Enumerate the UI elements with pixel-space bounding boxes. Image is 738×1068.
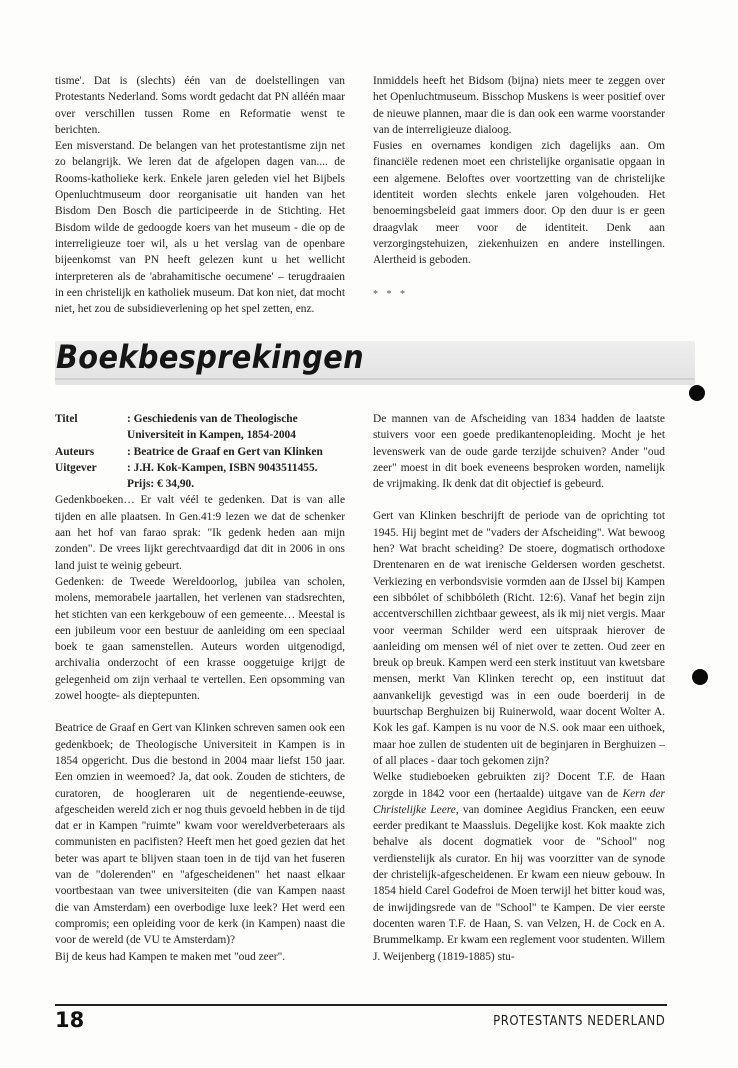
book-title-row xyxy=(55,411,345,444)
paragraph: tisme'. Dat is (slechts) één van de doelstellingen van Protestants Nederland. Soms wordt gedacht dat PN alléén maar over verschillen tussen Rome en Reformatie wenst te berichten. xyxy=(55,75,345,136)
book-authors-label: Auteurs xyxy=(55,445,95,458)
book-publisher-value: : J.H. Kok-Kampen, ISBN 9043511455. xyxy=(127,461,318,474)
book-title-label: Titel xyxy=(55,413,78,425)
paragraph: Gedenkboeken… Er valt véél te gedenken. Dat is van alle tijden en alle plaatsen. In Gen.41:9 lezen we dat de schenker aan het hof van farao sprak: "Ik gedenk heden aan mijn zonden". De vrees lijkt gerechtvaardigd dat dit in 2006 in ons land juist te weinig gebeurt. xyxy=(55,494,345,572)
book-authors-value: : Beatrice de Graaf en Gert van Klinken xyxy=(127,445,323,458)
paragraph: Fusies en overnames kondigen zich dagelijks aan. Om financiële redenen moet een christelijke organisatie opgaan in een algemene. Beloftes over voortzetting van de christelijke identiteit worden slechts enkele jaren volgehouden. Het benoemingsbeleid gaat immers door. Op den duur is er geen draagvlak meer voor de identiteit. Denk aan verzorgingstehuizen, ziekenhuizen en andere instellingen. Alertheid is geboden. xyxy=(373,140,665,267)
page-number: 18 xyxy=(55,1008,85,1032)
paragraph: Beatrice de Graaf en Gert van Klinken schreven samen ook een gedenkboek; de Theologische Universiteit in Kampen is in 1854 opgericht. Dus die bestond in 2004 maar liefst 150 jaar. Een omzien in weemoed? Ja, dat ook. Zouden de stichters, de curatoren, de hoogleraren uit de negentiende-eeuwse, afgescheiden wereld zich er nog thuis gevoeld hebben in de tijd dat er in Kampen "ruimte" kwam voor wereldverbeteraars als communisten en pacifisten? Heeft men het goed gezien dat het beter was apart te blijven staan toen in de tijd van het fuseren van de "dolerenden" en "afgescheidenen" het naast elkaar voortbestaan van twee universiteiten (die van Kampen naast die van Amsterdam) een overbodige luxe leek? Het werd een compromis; een opleiding voor de kerk (in Kampen) naast die voor de wereld (de VU te Amsterdam)? xyxy=(55,722,345,947)
book-publisher-row xyxy=(55,460,345,476)
heading-band-line xyxy=(55,378,695,380)
paragraph: Een misverstand. De belangen van het protestantisme zijn net zo belangrijk. We leren dat de afgelopen dagen van.... de Rooms-katholieke kerk. Enkele jaren geleden viel het Bijbels Openluchtmuseum door reorganisatie uit handen van het Bisdom Den Bosch die participeerde in de Stichting. Het Bisdom wilde de gedoogde koers van het museum - die op de interreligieuze toer wil, als u het verslag van de openbare bijeenkomst van PN heeft gelezen kunt u het wellicht interpreteren als de 'abrahamitische oecumene' – terugdraaien in een christelijk en katholiek museum. Dat kon niet, dat mocht niet, het zou de subsidieverlening op het spel zetten, enz. xyxy=(55,140,345,316)
top-left-column xyxy=(55,73,345,317)
section-separator: * * * xyxy=(373,288,408,300)
footer-rule xyxy=(55,1004,667,1006)
binder-hole-mark xyxy=(689,385,705,401)
section-heading: Boekbesprekingen xyxy=(56,338,365,376)
paragraph-text: Welke studieboeken gebruikten zij? Docent T.F. de Haan zorgde in 1842 voor een (hertaalde) uitgave van de xyxy=(373,771,665,800)
binder-hole-mark xyxy=(692,669,708,685)
book-title-value: : Geschiedenis van de Theologische Universiteit in Kampen, 1854-2004 xyxy=(127,413,298,442)
top-right-column xyxy=(373,73,665,303)
paragraph-text: , van dominee Aegidius Francken, een eeuw eerder predikant te Maassluis. Degelijke kost. Kok maakte zich behalve als docent dogmatiek voor de "School" nog verdienstelijk als curator. En hij was voorzitter van de synode der christelijk-afgescheidenen. Er kwam een nieuw gebouw. In 1854 hield Carel Godefroi de Moen terwijl het bitter koud was, de inwijdingsrede van de "School" te Kampen. De vier eerste docenten waren T.F. de Haan, S. van Velzen, H. de Cock en A. Brummelkamp. Er kwam een reglement voor studenten. Willem J. Weijenberg (1819-1885) stu- xyxy=(373,803,665,963)
review-right-column xyxy=(373,411,665,965)
book-authors-row xyxy=(55,444,345,460)
review-left-column xyxy=(55,411,345,965)
book-info xyxy=(55,411,345,492)
paragraph xyxy=(373,769,665,965)
paragraph: De mannen van de Afscheiding van 1834 hadden de laatste stuivers voor een goede predikantenopleiding. Mocht je het levenswerk van de oude garde terzijde schuiven? Ander "oud zeer" moest in dit boek eveneens besproken worden, namelijk de vrijmaking. Ik denk dat dit objectief is gebeurd. xyxy=(373,413,665,491)
paragraph: Gedenken: de Tweede Wereldoorlog, jubilea van scholen, molens, memorabele jaartallen, het verlenen van stadsrechten, het stichten van een kerkgebouw of een gemeente… Meestal is een jubileum voor een bestuur de aanleiding om een speciaal boek te gaan samenstellen. Auteurs worden uitgenodigd, archivalia onderzocht of een krasse ooggetuige krijgt de gelegenheid om zijn verhaal te vertellen. Een opsomming van zowel hoogte- als dieptepunten. xyxy=(55,575,345,703)
magazine-title: PROTESTANTS NEDERLAND xyxy=(492,1014,665,1029)
book-publisher-label: Uitgever xyxy=(55,461,97,474)
book-title-italic: Kern der Christelijke Leere xyxy=(373,787,665,816)
paragraph: Bij de keus had Kampen te maken met "oud zeer". xyxy=(55,950,286,963)
book-price: Prijs: € 34,90. xyxy=(127,478,195,491)
paragraph: Inmiddels heeft het Bidsom (bijna) niets meer te zeggen over het Openluchtmuseum. Bisschop Muskens is weer positief over de nieuwe plannen, maar die is dan ook een warme voorstander van de interreligieuze dialoog. xyxy=(373,75,665,136)
paragraph: Gert van Klinken beschrijft de periode van de oprichting tot 1945. Hij begint met de "vaders der Afscheiding". Wat bewoog hen? Wat bracht scheiding? De stoere, dogmatisch orthodoxe Drentenaren en de wat irenische Geldersen worden geschetst. Verkiezing en verbondsvisie vormden aan de IJssel bij Kampen een sibbólet of schibbóleth (Richt. 12:6). Vanaf het begin zijn accentverschillen zichtbaar geweest, als ik mij niet vergis. Maar voor veerman Schilder werd een uitspraak hierover de aanleiding om mensen wél of niet over te zetten. Oud zeer en breuk op breuk. Kampen werd een sterk instituut van kwetsbare mensen, merkt Van Klinken terecht op, een instituut dat aanvankelijk gevestigd was in een oude boerderij in de buurtschap Berghuizen bij Ruinerwold, waar docent Wolter A. Kok les gaf. Kampen is nu voor de N.S. ook maar een uithoek, maar hoe zullen de studenten uit de beginjaren in Berghuizen – of all places - daar toch gekomen zijn? xyxy=(373,510,665,767)
